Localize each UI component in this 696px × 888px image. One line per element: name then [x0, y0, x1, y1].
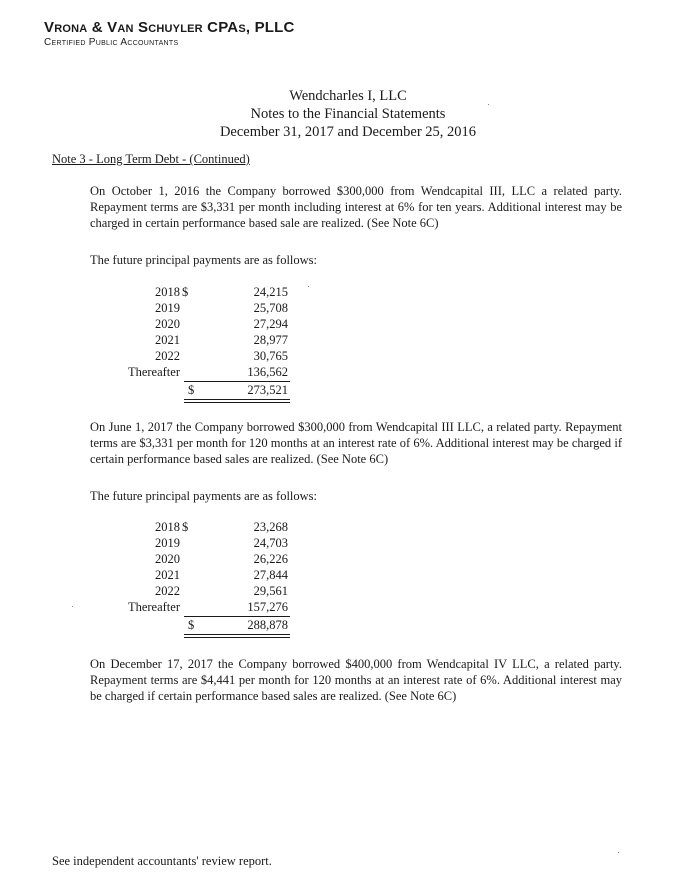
dollar-sign: $: [182, 520, 189, 534]
schedule-year: 2022: [155, 349, 180, 363]
schedule-row: [100, 348, 300, 364]
schedule-row: [100, 599, 300, 615]
schedule-amount: 30,765: [253, 349, 288, 363]
total-double-rule: [184, 399, 290, 403]
schedule-year: 2018: [155, 520, 180, 534]
loan3-paragraph: On December 17, 2017 the Company borrowed $400,000 from Wendcapital IV LLC, a related party. Repayment terms are $4,441 per month for 120 months at an interest rate of 6%. Additional interest may be charged if certain performance based sales are realized. (See Note 6C): [90, 657, 622, 703]
schedule-total-row: [100, 617, 300, 633]
company-name: Wendcharles I, LLC: [289, 88, 407, 104]
schedule-amount: 136,562: [247, 365, 288, 379]
schedule-amount: 27,294: [253, 317, 288, 331]
dollar-sign: $: [188, 618, 195, 632]
total-double-rule: [184, 634, 290, 638]
schedule-row: [100, 551, 300, 567]
schedule-total-row: [100, 382, 300, 398]
schedule-amount: 24,215: [253, 285, 288, 299]
schedule-year: Thereafter: [127, 600, 180, 614]
schedule-year: 2020: [155, 317, 180, 331]
schedule-total: 288,878: [247, 618, 288, 632]
schedule-row: [100, 567, 300, 583]
schedule-year: 2021: [155, 333, 180, 347]
schedule-year: 2021: [155, 568, 180, 582]
schedule-amount: 23,268: [253, 520, 288, 534]
schedule-row: [100, 332, 300, 348]
schedule-row: [100, 583, 300, 599]
dollar-sign: $: [182, 285, 189, 299]
loan2-schedule-lead: The future principal payments are as follows:: [90, 489, 318, 503]
schedule-amount: 157,276: [247, 600, 288, 614]
loan2-paragraph: On June 1, 2017 the Company borrowed $300,000 from Wendcapital III LLC, a related party. Repayment terms are $3,331 per month for 120 months at an interest rate of 6%. Additional interest may be charged if certain performance based sales are realized. (See Note 6C): [90, 420, 622, 466]
firm-tagline: Certified Public Accountants: [44, 37, 179, 48]
scan-speck: [308, 286, 309, 287]
schedule-row: [100, 519, 300, 535]
statement-period: December 31, 2017 and December 25, 2016: [219, 124, 477, 140]
schedule-row: [100, 316, 300, 332]
schedule-year: 2018: [155, 285, 180, 299]
loan1-schedule-lead: The future principal payments are as follows:: [90, 253, 318, 267]
scan-speck: [72, 606, 73, 607]
schedule-year: 2020: [155, 552, 180, 566]
loan1-paragraph: On October 1, 2016 the Company borrowed $300,000 from Wendcapital III, LLC a related party. Repayment terms are $3,331 per month including interest at 6% for ten years. Additional interest may be charged in certain performance based sale are realized. (See Note 6C): [90, 184, 622, 230]
schedule-amount: 27,844: [253, 568, 288, 582]
schedule-row: [100, 300, 300, 316]
schedule-amount: 24,703: [253, 536, 288, 550]
statement-title: Notes to the Financial Statements: [250, 106, 446, 122]
schedule-year: 2019: [155, 536, 180, 550]
schedule-row: [100, 364, 300, 380]
schedule-year: Thereafter: [127, 365, 180, 379]
schedule-total: 273,521: [247, 383, 288, 397]
scan-speck: [618, 852, 619, 853]
note-heading: Note 3 - Long Term Debt - (Continued): [52, 152, 250, 166]
schedule-amount: 25,708: [253, 301, 288, 315]
schedule-row: [100, 284, 300, 300]
dollar-sign: $: [188, 383, 195, 397]
review-report-footer: See independent accountants' review report.: [52, 854, 272, 868]
schedule-amount: 28,977: [253, 333, 288, 347]
schedule-amount: 29,561: [253, 584, 288, 598]
firm-name: Vrona & Van Schuyler CPAs, PLLC: [44, 19, 295, 36]
schedule-year: 2019: [155, 301, 180, 315]
schedule-row: [100, 535, 300, 551]
schedule-year: 2022: [155, 584, 180, 598]
schedule-amount: 26,226: [253, 552, 288, 566]
scan-speck: [488, 104, 489, 105]
